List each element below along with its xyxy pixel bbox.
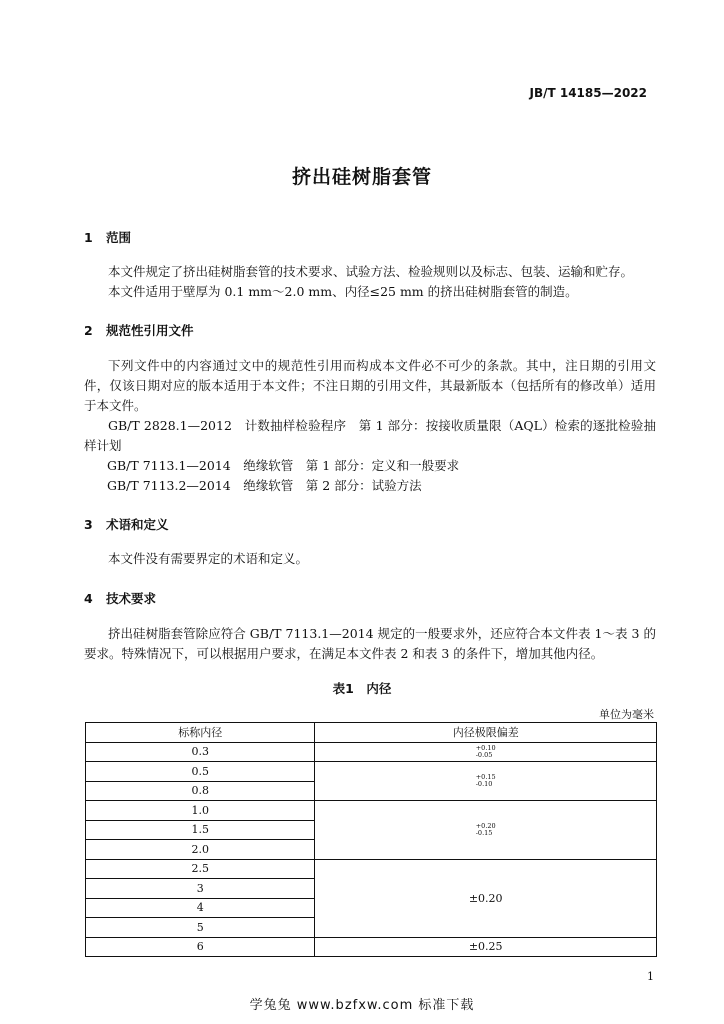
paragraph: 本文件规定了挤出硅树脂套管的技术要求、试验方法、检验规则以及标志、包装、运输和贮存。 <box>108 264 634 279</box>
tolerance-upper: +0.20 <box>475 821 496 830</box>
nominal-diameter-cell: 0.5 <box>86 762 315 782</box>
table-row <box>86 762 657 782</box>
reference-item: GB/T 2828.1—2012 计数抽样检验程序 第 1 部分：按接收质量限（AQL）检索的逐批检验抽样计划 <box>84 418 656 453</box>
tolerance-lower: -0.15 <box>475 828 493 837</box>
section-number: 3 <box>84 517 93 532</box>
reference-item: GB/T 7113.2—2014 绝缘软管 第 2 部分：试验方法 <box>107 478 422 493</box>
tolerance-upper: +0.15 <box>475 773 496 781</box>
section-title: 规范性引用文件 <box>106 323 194 338</box>
table-row <box>86 937 657 957</box>
nominal-diameter-cell: 0.3 <box>86 742 315 762</box>
nominal-diameter-cell: 1.5 <box>86 820 315 840</box>
reference-item: GB/T 7113.1—2014 绝缘软管 第 1 部分：定义和一般要求 <box>107 458 460 473</box>
paragraph: 本文件没有需要界定的术语和定义。 <box>108 551 309 566</box>
section-number: 2 <box>84 323 93 338</box>
section-2-heading <box>84 321 194 339</box>
section-title: 术语和定义 <box>106 517 169 532</box>
section-4-heading <box>84 589 156 607</box>
table-unit-note: 单位为毫米 <box>599 708 654 721</box>
section-title: 范围 <box>106 230 132 245</box>
nominal-diameter-cell: 6 <box>86 937 315 957</box>
tolerance-lower: -0.10 <box>475 780 493 788</box>
tolerance-cell: ±0.20 <box>315 859 657 937</box>
column-header-nominal-diameter: 标称内径 <box>86 723 315 743</box>
nominal-diameter-cell: 0.8 <box>86 781 315 801</box>
tolerance-upper: +0.10 <box>475 743 496 752</box>
section-3-heading <box>84 515 169 533</box>
section-number: 1 <box>84 230 93 245</box>
tolerance-lower: -0.05 <box>475 750 493 759</box>
nominal-diameter-cell: 2.0 <box>86 840 315 860</box>
table-row <box>86 859 657 879</box>
paragraph: 挤出硅树脂套管除应符合 GB/T 7113.1—2014 规定的一般要求外，还应符合本文件表 1～表 3 的要求。特殊情况下，可以根据用户要求，在满足本文件表 2 和表 3 的条件下，增加其他内径。 <box>84 626 656 661</box>
paragraph: 下列文件中的内容通过文中的规范性引用而构成本文件必不可少的条款。其中，注日期的引用文件，仅该日期对应的版本适用于本文件；不注日期的引用文件，其最新版本（包括所有的修改单）适用于本文件。 <box>84 358 656 413</box>
footer-watermark: 学兔兔 www.bzfxw.com 标准下载 <box>249 998 475 1013</box>
section-1-heading <box>84 228 131 246</box>
document-title: 挤出硅树脂套管 <box>291 166 432 188</box>
section-title: 技术要求 <box>106 591 157 606</box>
table-caption: 表1 内径 <box>332 681 392 696</box>
tolerance-cell <box>315 762 657 801</box>
tolerance-cell: ±0.25 <box>315 937 657 957</box>
nominal-diameter-cell: 3 <box>86 879 315 899</box>
inner-diameter-table <box>85 722 657 957</box>
table-header-row <box>86 723 657 743</box>
nominal-diameter-cell: 5 <box>86 918 315 938</box>
section-number: 4 <box>84 591 93 606</box>
page-number: 1 <box>647 970 654 983</box>
column-header-tolerance: 内径极限偏差 <box>315 723 657 743</box>
document-number: JB/T 14185—2022 <box>529 86 647 100</box>
tolerance-cell <box>315 801 657 860</box>
table-row <box>86 742 657 762</box>
nominal-diameter-cell: 4 <box>86 898 315 918</box>
nominal-diameter-cell: 1.0 <box>86 801 315 821</box>
nominal-diameter-cell: 2.5 <box>86 859 315 879</box>
tolerance-cell <box>315 742 657 762</box>
paragraph: 本文件适用于壁厚为 0.1 mm～2.0 mm、内径≤25 mm 的挤出硅树脂套管的制造。 <box>108 284 578 299</box>
table-row <box>86 801 657 821</box>
